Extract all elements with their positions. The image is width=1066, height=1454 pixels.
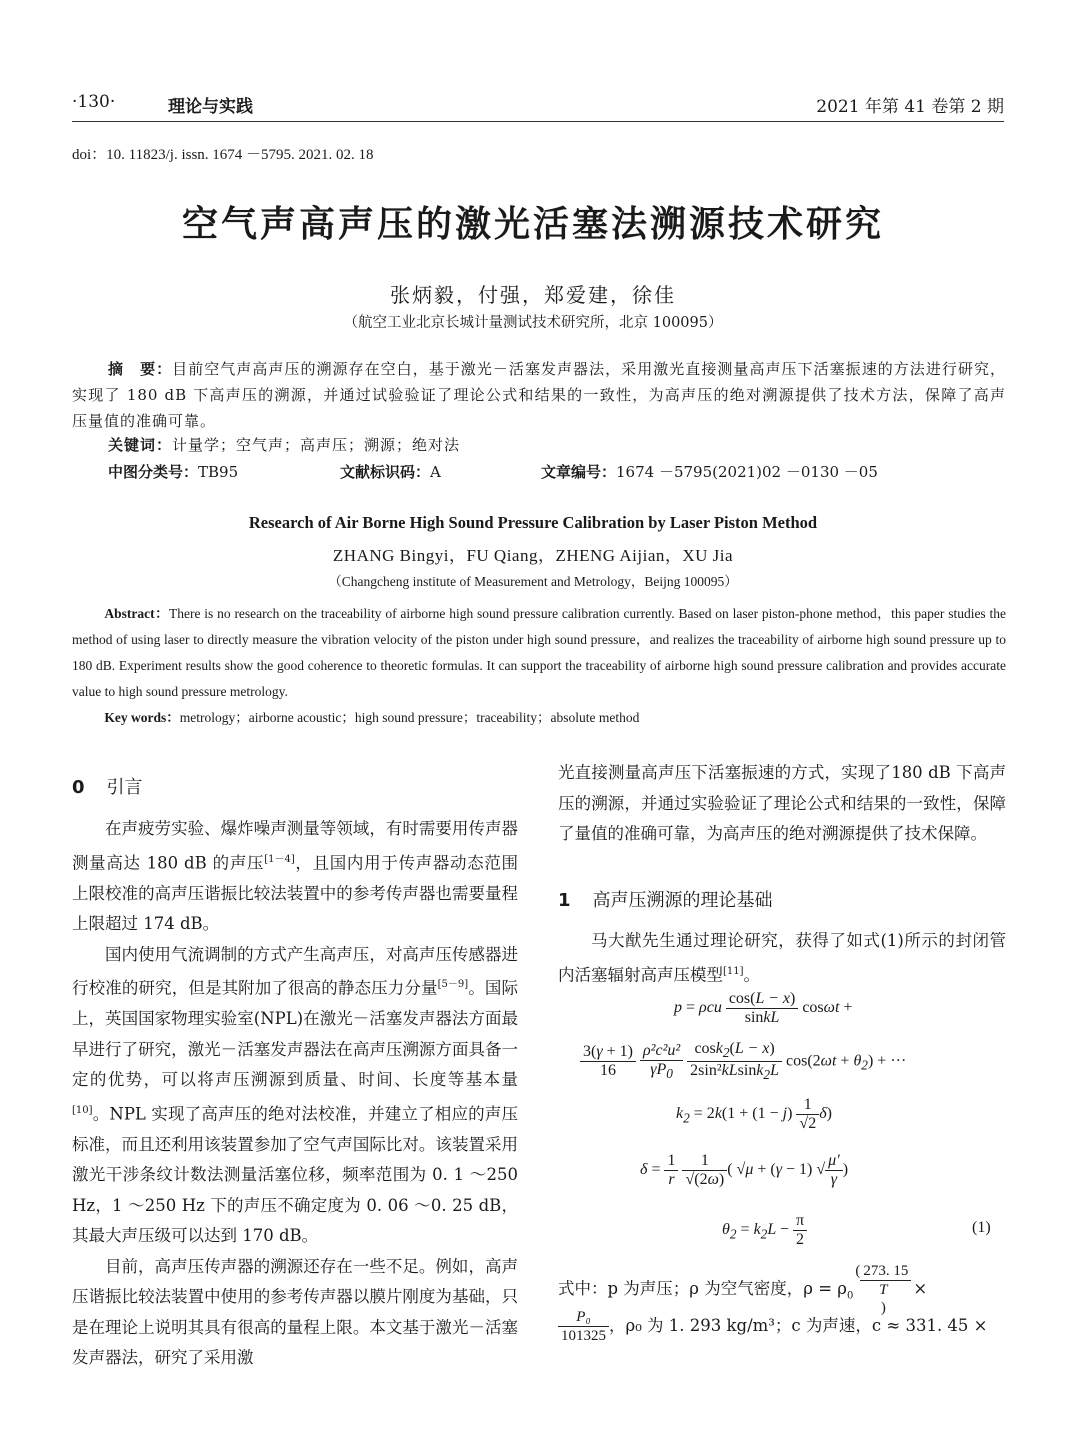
section-0-title: 引言	[106, 777, 143, 798]
abstract-en-text: There is no research on the traceability of airborne high sound pressure calibration currently. Based on laser piston-phone method，this paper studies the method of using laser to directly measure the vibration velocity of the piston under high sound pressure，and realizes the traceability of airborne high sound pressure up to 180 dB. Experiment results show the good coherence to theoretic formulas. It can support the traceability of airborne high sound pressure calibration and provides accurate value to high sound pressure metrology.	[72, 606, 1006, 699]
paragraph	[558, 926, 1006, 991]
article-no-value: 1674 －5795(2021)02 －0130 －05	[616, 463, 878, 481]
clc-value: TB95	[198, 463, 239, 481]
section-0-heading	[72, 773, 143, 799]
paragraph: 光直接测量高声压下活塞振速的方式，实现了180 dB 下高声压的溯源，并通过实验验证了理论公式和结果的一致性，保障了量值的准确可靠，为高声压的绝对溯源提供了技术保障。	[558, 763, 1006, 843]
paragraph: 式中：p 为声压；ρ 为空气密度，$\rho = \rho_0$( 273. 15 T )×	[558, 1263, 928, 1316]
text: ×	[913, 1279, 928, 1298]
doc-code-value: A	[430, 463, 441, 481]
left-column	[72, 814, 518, 1374]
authors-cn: 张炳毅，付强，郑爱建，徐佳	[390, 283, 676, 307]
text: 在声疲劳实验、爆炸噪声测量等领域，有时需要用传声器测量高达 180 dB 的声压	[72, 819, 518, 872]
equation-line-4: δ = $\frac{1}{r}$ $\frac{1}{√(2\omega)}$ ( √μ + (γ − 1) √ $\frac{\mu'}{\gamma}$ )	[640, 1152, 849, 1188]
paragraph	[72, 1252, 518, 1374]
section-0-number: 0	[72, 777, 85, 798]
paragraph	[558, 1308, 1006, 1345]
page-number: ·130·	[72, 92, 116, 112]
abstract-cn-label: 摘 要：	[108, 360, 173, 378]
abstract-en-label: Abstract：	[104, 606, 170, 621]
citation: [10]	[72, 1104, 93, 1116]
text: ，且国内用于传声器动态范围上限校准的高声压谐振比较法装置中的参考传声器也需要量程上限超过 174 dB。	[72, 853, 519, 933]
doc-code-label: 文献标识码：	[340, 463, 431, 481]
abstract-cn	[72, 356, 1006, 434]
fraction-numerator: P₀	[558, 1308, 609, 1327]
clc-number	[108, 461, 238, 482]
keywords-cn-label: 关键词：	[108, 436, 173, 454]
fraction-denominator: T	[879, 1282, 888, 1298]
text: 。	[743, 965, 761, 984]
equation-line-5: $\theta_2 = k_2L$ − $\frac{\pi}{2}$	[722, 1212, 807, 1249]
pressure-fraction	[558, 1308, 609, 1345]
equation-line-3: $k_2 = 2k(1 + (1 - j)$ $\frac{1}{√2}$ δ)	[676, 1096, 832, 1132]
section-1-title: 高声压溯源的理论基础	[592, 890, 773, 911]
citation: [11]	[723, 965, 744, 977]
citation: [5－9]	[437, 979, 469, 990]
citation: [1－4]	[264, 853, 295, 865]
equation-line-2: $\frac{3(\gamma + 1)}{16}$ $\frac{\text{ρ²c²u²}}{\gamma P_0}$ $\frac{\cos k_2(L - x)}{2\sin^2kLsink_2L}$ $\cos(2\omega t + \theta_2)$ + ···	[580, 1040, 906, 1083]
text: 国内使用气流调制的方式产生高声压，对高声压传感器进行校准的研究，但是其附加了很高的静态压力分量	[72, 944, 518, 998]
abstract-cn-text: 目前空气声高声压的溯源存在空白，基于激光－活塞发声器法，采用激光直接测量高声压下活塞振速的方法进行研究，实现了 180 dB 下高声压的溯源，并通过试验验证了理论公式和结果的一致性，为高声压的绝对溯源提供了技术方法，保障了高声压量值的准确可靠。	[72, 360, 1006, 430]
title-en: Research of Air Borne High Sound Pressure Calibration by Laser Piston Method	[248, 513, 818, 532]
right-column-top	[558, 758, 1006, 850]
text: 目前，高声压传声器的溯源还存在一些不足。例如，高声压谐振比较法装置中使用的参考传声器以膜片刚度为基础，只是在理论上说明其具有很高的量程上限。本文基于激光－活塞发声器法，研究了采用激	[72, 1256, 518, 1367]
journal-column-name: 理论与实践	[168, 97, 253, 117]
page-title: 空气声高声压的激光活塞法溯源技术研究	[181, 204, 884, 245]
paragraph	[72, 940, 518, 1252]
clc-label: 中图分类号：	[108, 463, 199, 481]
keywords-en-text: metrology；airborne acoustic；high sound pressure；traceability；absolute method	[179, 710, 640, 725]
text: 。NPL 实现了高声压的绝对法校准，并建立了相应的声压标准，而且还利用该装置参加了空气声国际比对。该装置采用激光干涉条纹计数法测量活塞位移，频率范围为 0. 1 ～250 Hz，1 ～250 Hz 下的声压不确定度为 0. 06 ～0. 25 dB，其最大声压级可以达到 170 dB。	[72, 1104, 518, 1245]
fraction-numerator: 273. 15	[860, 1262, 911, 1281]
article-number	[541, 461, 878, 482]
right-column-last	[558, 1308, 1006, 1345]
doi: doi：10. 11823/j. issn. 1674 －5795. 2021. 02. 18	[72, 147, 374, 163]
abstract-en	[72, 601, 1006, 705]
equation-number: (1)	[972, 1219, 991, 1236]
affiliation-cn: （航空工业北京长城计量测试技术研究所，北京 100095）	[343, 315, 723, 331]
authors-en: ZHANG Bingyi，FU Qiang，ZHENG Aijian，XU Jia	[332, 546, 734, 565]
doc-code	[340, 461, 441, 482]
affiliation-en: （Changcheng institute of Measurement and Metrology，Beijng 100095）	[328, 574, 738, 589]
section-1-number: 1	[558, 890, 571, 911]
text: 。国际上，英国国家物理实验室(NPL)在激光－活塞发声器法方面最早进行了研究，激光－活塞发声器法在高声压溯源方面具备一定的优势，可以将声压溯源到质量、时间、长度等基本量	[72, 978, 519, 1089]
section-1-heading	[558, 886, 773, 912]
issue-info: 2021 年第 41 卷第 2 期	[816, 97, 1004, 117]
right-column-mid	[558, 926, 1006, 991]
keywords-cn	[108, 434, 460, 455]
text: ，ρ₀ 为 1. 293 kg/m³；c 为声速，c ≈ 331. 45 ×	[609, 1316, 988, 1335]
fraction-denominator: 101325	[561, 1328, 606, 1344]
header-rule	[72, 121, 1004, 122]
text: 马大猷先生通过理论研究，获得了如式(1)所示的封闭管内活塞辐射高声压模型	[558, 931, 1006, 984]
text: 式中：p 为声压；ρ 为空气密度，ρ = ρ	[558, 1279, 847, 1298]
paragraph	[72, 814, 518, 940]
keywords-cn-text: 计量学；空气声；高声压；溯源；绝对法	[172, 436, 461, 454]
temperature-fraction: ( 273. 15 T )	[855, 1262, 911, 1317]
equation-line-1: p = ρcu $\frac{\cos(L - x)}{\text{sinkL}}$ cosωt +	[674, 990, 853, 1026]
keywords-en	[72, 705, 1006, 731]
article-no-label: 文章编号：	[541, 463, 617, 481]
keywords-en-label: Key words：	[104, 710, 180, 725]
